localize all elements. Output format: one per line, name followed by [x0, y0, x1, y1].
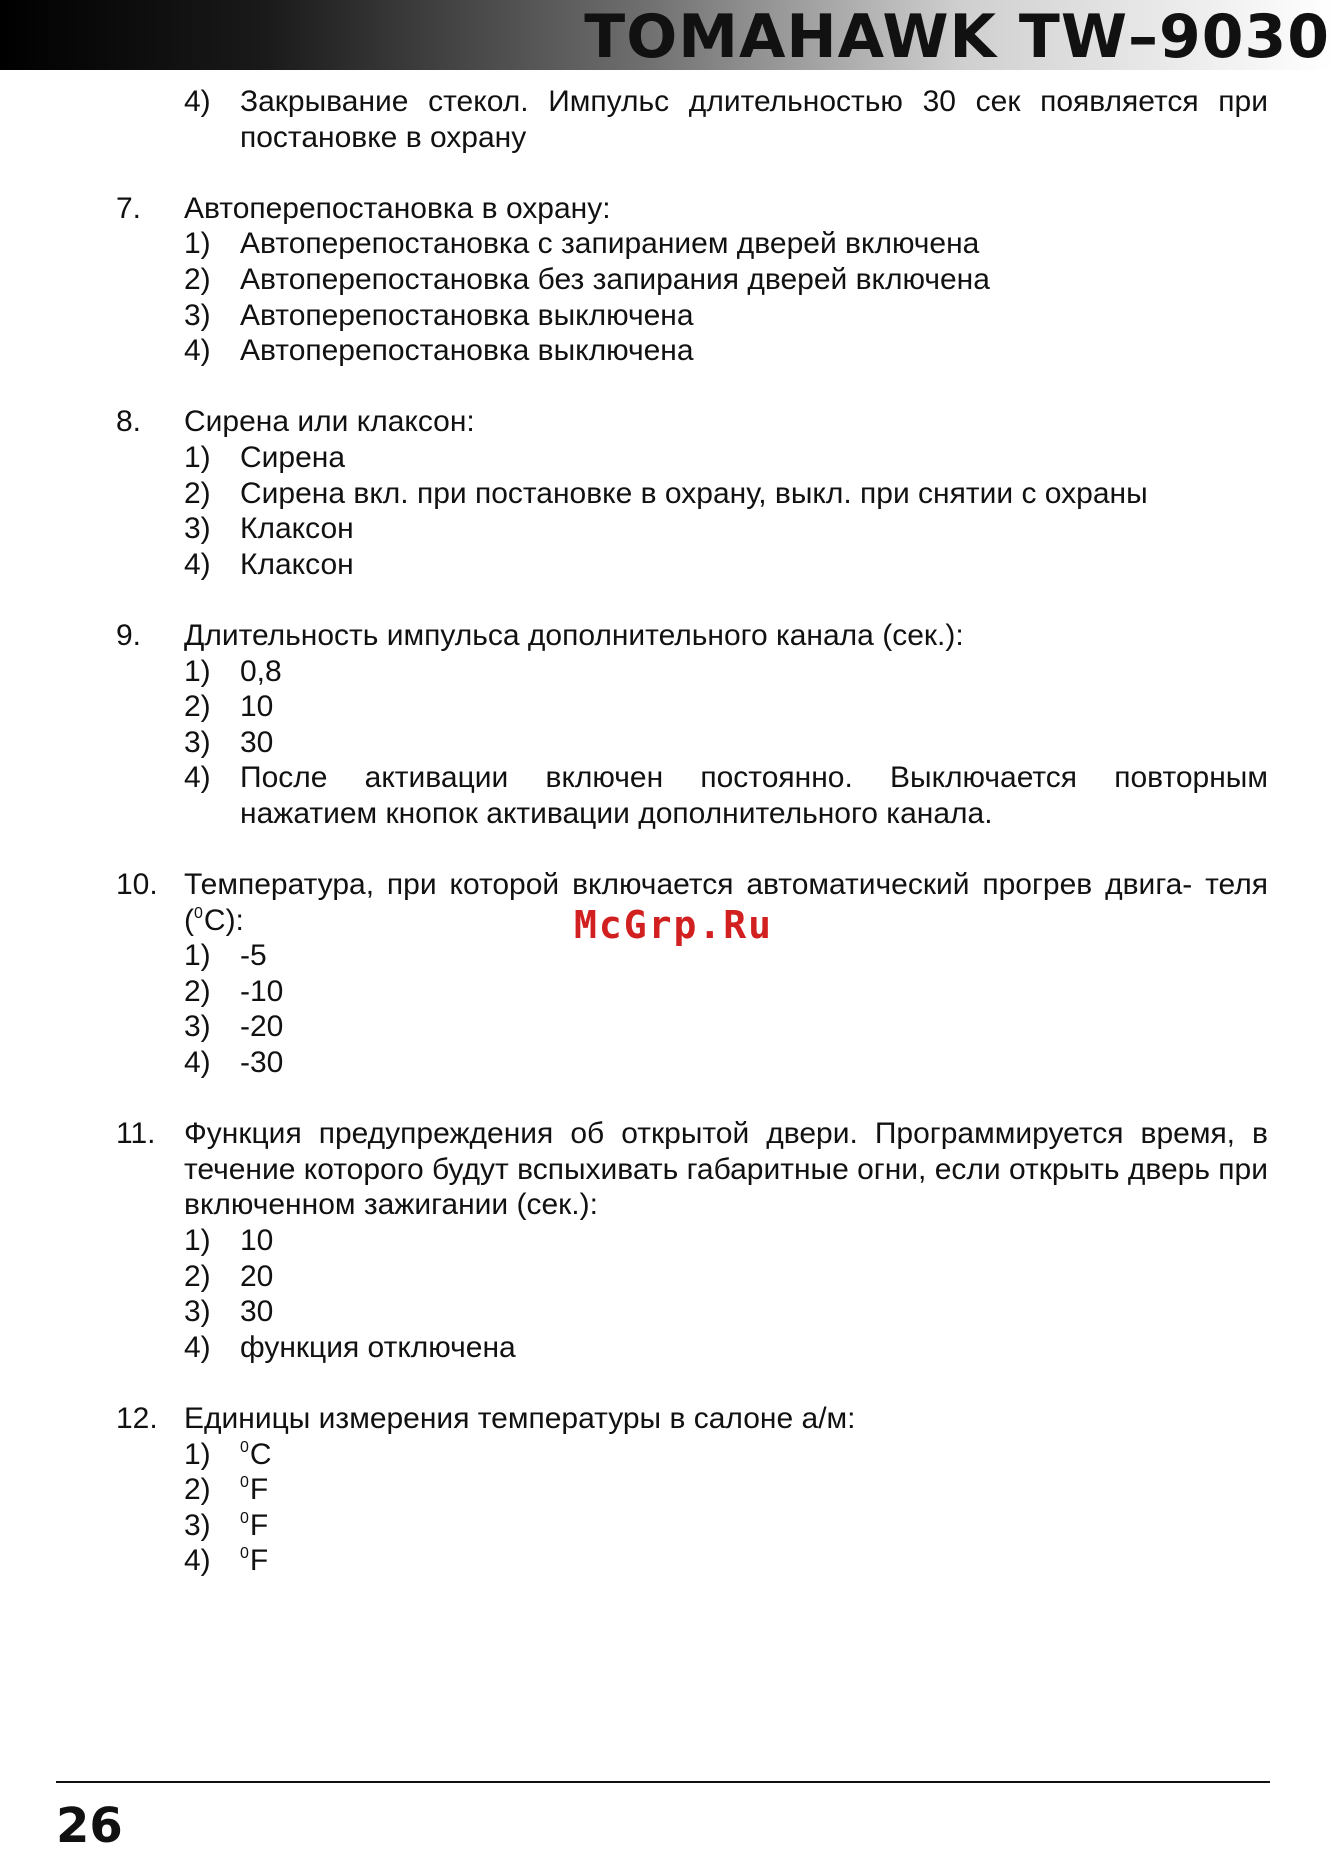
question-number: 9. [116, 618, 142, 652]
option-text: 0,8 [240, 654, 282, 688]
option-number: 3) [184, 298, 211, 332]
unit-text: F [249, 1544, 269, 1578]
option-row [184, 84, 1268, 155]
option-row [184, 547, 1268, 583]
option-text [240, 1437, 1268, 1473]
option-text: функция отключена [240, 1330, 516, 1364]
question-12 [116, 1401, 1268, 1579]
option-number: 1) [184, 227, 211, 261]
option-row [184, 1009, 1268, 1045]
option-number: 4) [184, 1330, 211, 1364]
option-row [184, 1330, 1268, 1366]
option-text: -30 [240, 1046, 284, 1080]
option-text [240, 1543, 1268, 1579]
option-row [184, 262, 1268, 298]
option-text: Автоперепостановка выключена [240, 334, 694, 368]
option-number: 1) [184, 1437, 211, 1471]
question-text-part: Температура, при которой включается автоматический прогрев двига- теля ( [184, 868, 1268, 937]
degree-sign: 0 [240, 1545, 249, 1563]
option-text [240, 1472, 1268, 1508]
question-11 [116, 1116, 1268, 1365]
option-number: 4) [184, 1046, 211, 1080]
option-number: 3) [184, 1010, 211, 1044]
option-text: 30 [240, 725, 274, 759]
option-text: Автоперепостановка без запирания дверей включена [240, 262, 990, 296]
option-text: -20 [240, 1010, 284, 1044]
page-content [116, 84, 1268, 1615]
option-number: 2) [184, 1473, 211, 1507]
option-text: -5 [240, 939, 267, 973]
unit-text: F [249, 1473, 269, 1507]
question-heading [116, 404, 1268, 440]
question-text: Единицы измерения температуры в салоне а/м: [184, 1401, 856, 1435]
question-heading [116, 1401, 1268, 1437]
question-9 [116, 618, 1268, 832]
option-number: 3) [184, 1508, 211, 1542]
question-text: Функция предупреждения об открытой двери. Программируется время, в течение которого будут вспыхивать габаритные огни, если открыть дверь при включенном зажигании (сек.): [184, 1117, 1268, 1222]
option-row [184, 1294, 1268, 1330]
option-row [184, 226, 1268, 262]
option-row [184, 1472, 1268, 1508]
option-text: Сирена вкл. при постановке в охрану, выкл. при снятии с охраны [240, 476, 1148, 510]
continuation-item [116, 84, 1268, 155]
page-header [0, 0, 1334, 70]
option-number: 2) [184, 974, 211, 1008]
option-text: После активации включен постоянно. Выключается повторным нажатием кнопок активации дополнительного канала. [240, 761, 1268, 830]
option-text: 10 [240, 690, 274, 724]
option-number: 4) [184, 761, 211, 795]
option-row [184, 476, 1268, 512]
question-7 [116, 191, 1268, 369]
watermark: McGrp.Ru [574, 903, 774, 947]
question-text: Сирена или клаксон: [184, 405, 475, 439]
page-number: 26 [56, 1798, 123, 1854]
option-row [184, 1045, 1268, 1081]
option-number: 4) [184, 547, 211, 581]
question-text-part: C): [203, 903, 244, 937]
option-number: 2) [184, 476, 211, 510]
question-number: 11. [116, 1117, 156, 1151]
option-row [184, 1543, 1268, 1579]
option-number: 2) [184, 690, 211, 724]
question-heading [116, 191, 1268, 227]
option-number: 4) [184, 1544, 211, 1578]
option-text: 10 [240, 1224, 274, 1257]
option-text [240, 1508, 1268, 1544]
degree-sign: 0 [240, 1474, 249, 1492]
question-8 [116, 404, 1268, 582]
option-row [184, 1508, 1268, 1544]
option-text: 20 [240, 1259, 274, 1293]
option-row [184, 689, 1268, 725]
option-row [184, 1223, 1268, 1259]
option-number: 2) [184, 262, 211, 296]
option-number: 4) [184, 334, 211, 368]
option-number: 3) [184, 725, 211, 759]
question-number: 8. [116, 405, 142, 439]
option-text: 30 [240, 1295, 274, 1329]
option-row [184, 440, 1268, 476]
question-number: 12. [116, 1401, 158, 1435]
option-row [184, 1437, 1268, 1473]
option-text: Сирена [240, 440, 346, 474]
option-number: 1) [184, 654, 211, 688]
question-number: 7. [116, 191, 142, 225]
option-text: Автоперепостановка выключена [240, 298, 694, 332]
option-text: Автоперепостановка с запиранием дверей включена [240, 227, 980, 261]
option-text: Закрывание стекол. Импульс длительностью 30 сек появляется при постановке в охрану [240, 85, 1268, 154]
question-number: 10. [116, 868, 158, 902]
option-number: 3) [184, 512, 211, 546]
option-row [184, 511, 1268, 547]
option-number: 2) [184, 1259, 211, 1293]
question-text: Длительность импульса дополнительного канала (сек.): [184, 618, 964, 652]
option-row [184, 725, 1268, 761]
option-number: 1) [184, 1224, 211, 1257]
degree-sign: 0 [194, 904, 203, 922]
option-number: 1) [184, 939, 211, 973]
option-row [184, 760, 1268, 831]
option-row [184, 333, 1268, 369]
option-text: Клаксон [240, 512, 354, 546]
option-row [184, 1259, 1268, 1295]
option-row [184, 654, 1268, 690]
question-heading [116, 1116, 1268, 1223]
question-heading [116, 618, 1268, 654]
option-row [184, 974, 1268, 1010]
question-10 [116, 867, 1268, 1081]
option-text: Клаксон [240, 547, 354, 581]
option-number: 3) [184, 1295, 211, 1329]
option-number: 4) [184, 85, 211, 118]
header-title: TOMAHAWK TW–9030 [584, 2, 1330, 72]
option-row [184, 298, 1268, 334]
degree-sign: 0 [240, 1509, 249, 1527]
question-text: Автоперепостановка в охрану: [184, 191, 611, 225]
unit-text: F [249, 1508, 269, 1542]
degree-sign: 0 [240, 1438, 249, 1456]
footer-divider [56, 1781, 1270, 1783]
option-number: 1) [184, 440, 211, 474]
option-text: -10 [240, 974, 284, 1008]
unit-text: C [249, 1437, 272, 1471]
